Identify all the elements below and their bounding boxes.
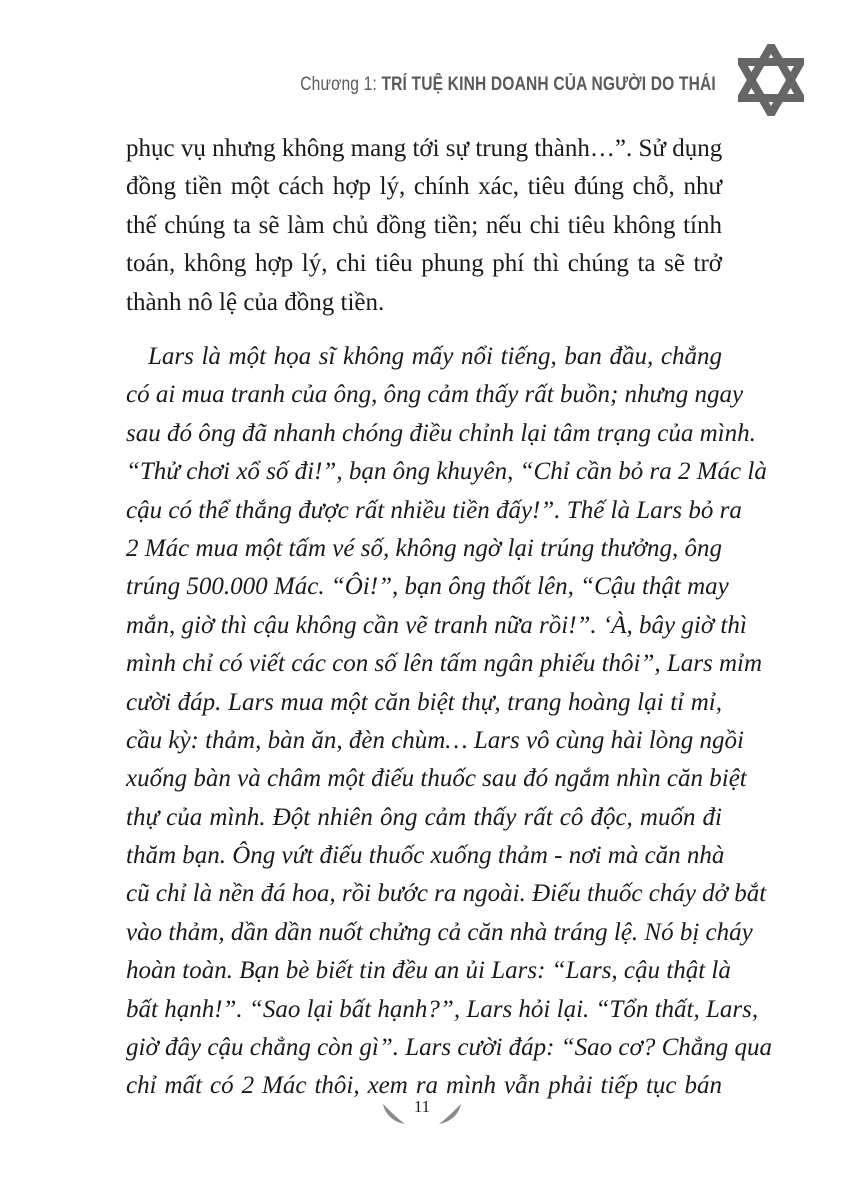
text-line: sau đó ông đã nhanh chóng điều chỉnh lại tâm trạng của mình. (126, 419, 756, 447)
text-line: “Thử chơi xổ số đi!”, bạn ông khuyên, “Chỉ cần bỏ ra 2 Mác là (126, 458, 767, 486)
text-line: thế chúng ta sẽ làm chủ đồng tiền; nếu chi tiêu không tính (126, 211, 722, 239)
text-line: có ai mua tranh của ông, ông cảm thấy rất buồn; nhưng ngay (126, 381, 744, 409)
text-line: cười đáp. Lars mua một căn biệt thự, trang hoàng lại tỉ mỉ, (126, 688, 722, 716)
paragraph-2-story (126, 338, 772, 1106)
paragraph-1 (126, 130, 722, 322)
text-line: bất hạnh!”. “Sao lại bất hạnh?”, Lars hỏi lại. “Tổn thất, Lars, (126, 995, 759, 1023)
text-line: đồng tiền một cách hợp lý, chính xác, tiêu đúng chỗ, như (126, 173, 722, 201)
text-line: Lars là một họa sĩ không mấy nổi tiếng, ban đầu, chẳng (148, 343, 722, 370)
text-line: mình chỉ có viết các con số lên tấm ngân phiếu thôi”, Lars mỉm (126, 650, 763, 678)
running-header (300, 74, 716, 96)
text-line: chỉ mất có 2 Mác thôi, xem ra mình vẫn phải tiếp tục bán (126, 1072, 722, 1100)
text-line: trúng 500.000 Mác. “Ôi!”, bạn ông thốt lên, “Cậu thật may (126, 573, 729, 601)
text-line: xuống bàn và châm một điếu thuốc sau đó ngắm nhìn căn biệt (126, 765, 747, 793)
star-of-david-icon (738, 44, 804, 116)
text-line: thành nô lệ của đồng tiền. (126, 288, 385, 316)
text-line: hoàn toàn. Bạn bè biết tin đều an ủi Lars: “Lars, cậu thật là (126, 957, 731, 985)
text-line: toán, không hợp lý, chi tiêu phung phí thì chúng ta sẽ trở (126, 250, 722, 278)
text-line: mắn, giờ thì cậu không cần vẽ tranh nữa rồi!”. ‘À, bây giờ thì (126, 611, 747, 639)
chapter-title: TRÍ TUỆ KINH DOANH CỦA NGƯỜI DO THÁI (381, 74, 716, 95)
laurel-left-icon (379, 1098, 409, 1128)
text-line: cầu kỳ: thảm, bàn ăn, đèn chùm… Lars vô cùng hài lòng ngồi (126, 726, 744, 754)
text-line: thăm bạn. Ông vứt điếu thuốc xuống thảm - nơi mà căn nhà (126, 842, 725, 870)
text-line: thự của mình. Đột nhiên ông cảm thấy rất cô độc, muốn đi (126, 803, 722, 831)
laurel-right-icon (435, 1098, 465, 1128)
text-line: vào thảm, dần dần nuốt chửng cả căn nhà tráng lệ. Nó bị cháy (126, 918, 753, 946)
chapter-prefix: Chương 1: (300, 74, 382, 95)
text-line: cũ chỉ là nền đá hoa, rồi bước ra ngoài. Điếu thuốc cháy dở bắt (126, 880, 767, 908)
text-line: 2 Mác mua một tấm vé số, không ngờ lại trúng thưởng, ông (126, 534, 722, 562)
page-footer (0, 1098, 844, 1128)
page-number: 11 (413, 1096, 431, 1116)
text-line: giờ đây cậu chẳng còn gì”. Lars cười đáp: “Sao cơ? Chẳng qua (126, 1034, 772, 1062)
text-line: phục vụ nhưng không mang tới sự trung thành…”. Sử dụng (126, 135, 723, 162)
text-line: cậu có thể thắng được rất nhiều tiền đấy!”. Thế là Lars bỏ ra (126, 496, 742, 524)
